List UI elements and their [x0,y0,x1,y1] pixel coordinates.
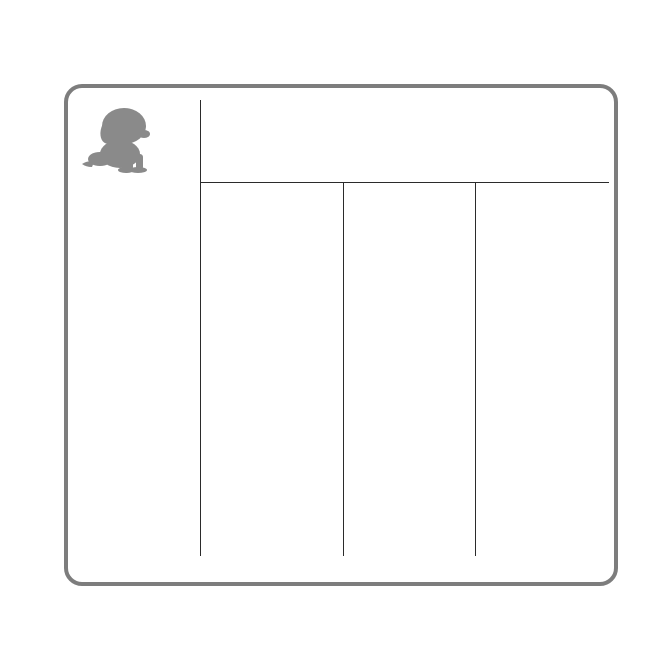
grid-vline-col1 [343,182,344,556]
grid-vline-col2 [475,182,476,556]
grid-vline-weight [200,100,201,556]
puppy-silhouette-icon [80,104,160,174]
grid-hline-title [200,182,609,183]
